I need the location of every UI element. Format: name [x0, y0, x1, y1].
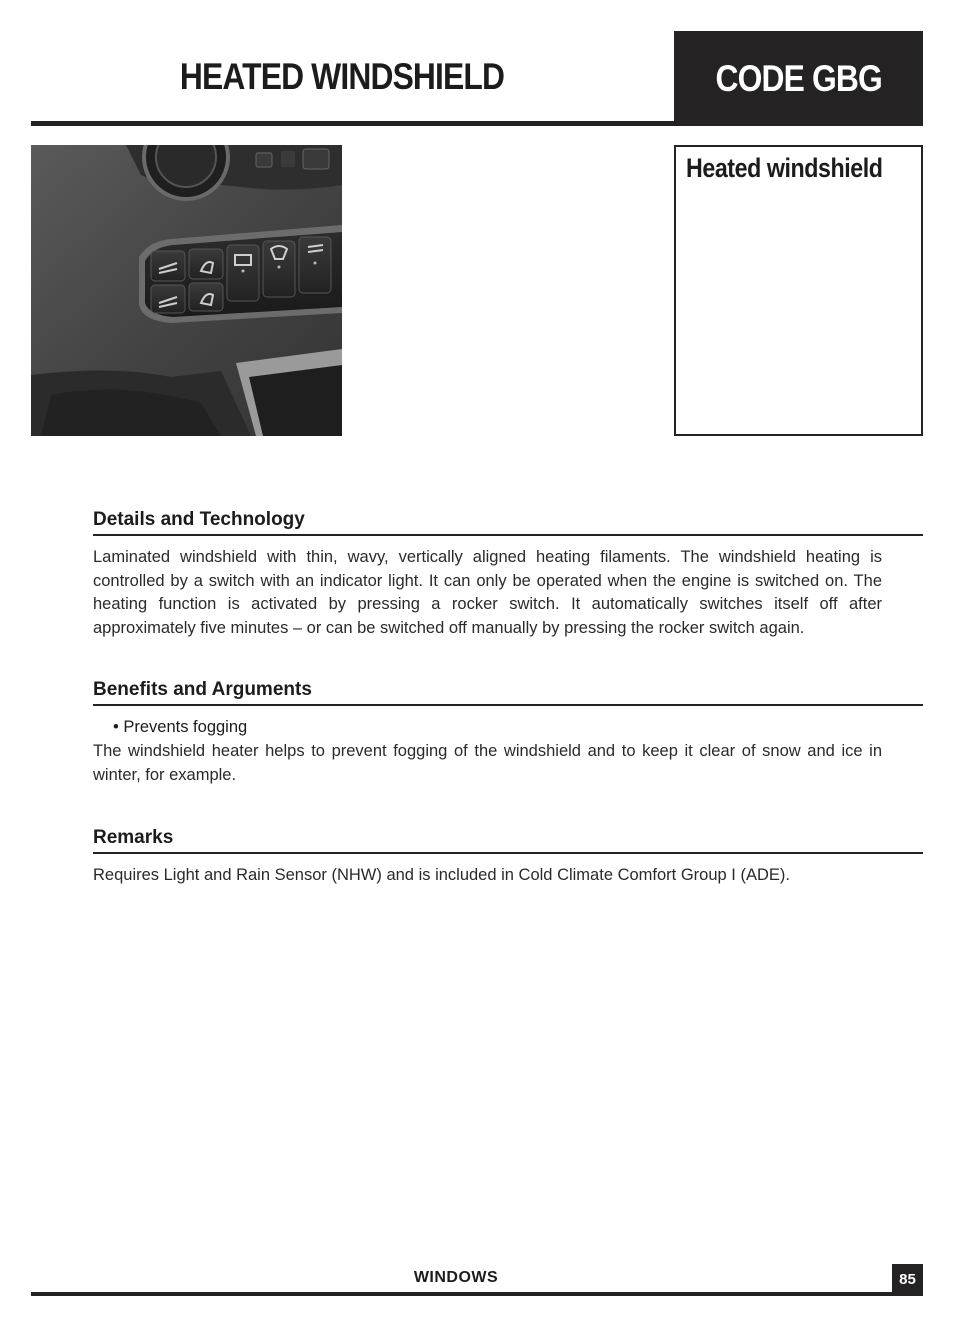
sidebar-title: Heated windshield	[686, 153, 883, 183]
section-heading-details: Details and Technology	[93, 509, 923, 536]
footer-rule	[31, 1292, 923, 1296]
page-title: HEATED WINDSHIELD	[179, 56, 505, 97]
remarks-text: Requires Light and Rain Sensor (NHW) and is included in Cold Climate Comfort Group I (ADE).	[93, 866, 790, 884]
benefits-text: The windshield heater helps to prevent fogging of the windshield and to keep it clear of snow and ice in winter, for example.	[93, 742, 882, 784]
footer-section-label: WINDOWS	[413, 1269, 499, 1286]
sidebar-box	[674, 145, 923, 436]
section-heading-remarks: Remarks	[93, 827, 923, 854]
header-rule	[31, 121, 675, 126]
dashboard-switch-photo	[31, 145, 342, 436]
details-text: Laminated windshield with thin, wavy, vertically aligned heating filaments. The windshield heating is controlled by a switch with an indicator light. It can only be operated when the engine is switched on. The heating function is activated by pressing a rocker switch. It automatically switches itself off after approximately five minutes – or can be switched off manually by pressing the rocker switch again.	[93, 548, 882, 637]
page-number: 85	[892, 1264, 923, 1294]
benefit-bullet: • Prevents fogging	[113, 718, 248, 736]
option-code-box	[674, 31, 923, 126]
option-code: CODE GBG	[715, 57, 882, 99]
section-heading-benefits: Benefits and Arguments	[93, 679, 923, 706]
